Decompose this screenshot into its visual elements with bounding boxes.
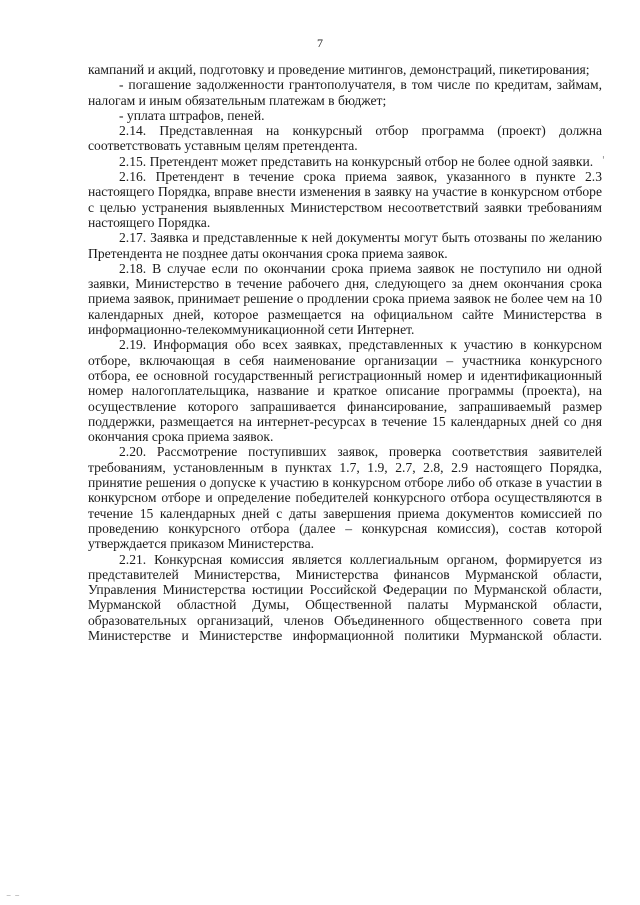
paragraph: - уплата штрафов, пеней.: [119, 107, 265, 123]
paragraph: - погашение задолженности грантополучателя, в том числе по кредитам, займам, налогам и иным обязательным платежам в бюджет;: [88, 77, 602, 108]
scan-artifact: ': [602, 155, 605, 166]
scan-artifact: ⁻ ⁻: [6, 893, 20, 904]
paragraph: 2.19. Информация обо всех заявках, представленных к участию в конкурсном отборе, включающая в себя наименование организации – участника конкурсного отбора, ее основной государственный регистрационный номер и идентификационный номер налогоплательщика, название и краткое описание программы (проекта), на осуществление которого запрашивается финансирование, запрашиваемый размер поддержки, размещается на интернет-ресурсах в течение 15 календарных дней со дня окончания срока приема заявок.: [88, 337, 602, 445]
paragraph: 2.14. Представленная на конкурсный отбор программа (проект) должна соответствовать уставным целям претендента.: [88, 123, 602, 154]
paragraph: 2.21. Конкурсная комиссия является коллегиальным органом, формируется из представителей Министерства, Министерства финансов Мурманской области, Управления Министерства юстиции Российской Федерации по Мурманской области, Мурманской областной Думы, Общественной палаты Мурманской области, образовательных организаций, членов Объединенного общественного совета при Министерстве и Министерстве информационной политики Мурманской области.: [88, 551, 602, 643]
paragraph: 2.20. Рассмотрение поступивших заявок, проверка соответствия заявителей требованиям, установленным в пунктах 1.7, 1.9, 2.7, 2.8, 2.9 настоящего Порядка, принятие решения о допуске к участию в конкурсном отборе либо об отказе в участии в конкурсном отборе и определение победителей конкурсного отбора осуществляются в течение 15 календарных дней с даты завершения приема документов комиссией по проведению конкурсного отбора (далее – конкурсная комиссия), состав которой утверждается приказом Министерства.: [88, 444, 602, 552]
paragraph: 2.15. Претендент может представить на конкурсный отбор не более одной заявки.: [119, 153, 594, 169]
paragraph: 2.17. Заявка и представленные к ней документы могут быть отозваны по желанию Претендента не позднее даты окончания срока приема заявок.: [88, 230, 602, 261]
document-body: [88, 62, 602, 643]
page-number: 7: [317, 36, 323, 50]
paragraph: 2.16. Претендент в течение срока приема заявок, указанного в пункте 2.3 настоящего Порядка, вправе внести изменения в заявку на участие в конкурсном отборе с целью устранения выявленных Министерством несоответствий заявки требованиям настоящего Порядка.: [88, 169, 602, 230]
paragraph: кампаний и акций, подготовку и проведение митингов, демонстраций, пикетирования;: [88, 62, 590, 77]
paragraph: 2.18. В случае если по окончании срока приема заявок не поступило ни одной заявки, Министерство в течение рабочего дня, следующего за днем окончания срока приема заявок, принимает решение о продлении срока приема заявок не более чем на 10 календарных дней, которое размещается на официальном сайте Министерства в информационно-телекоммуникационной сети Интернет.: [88, 260, 602, 338]
